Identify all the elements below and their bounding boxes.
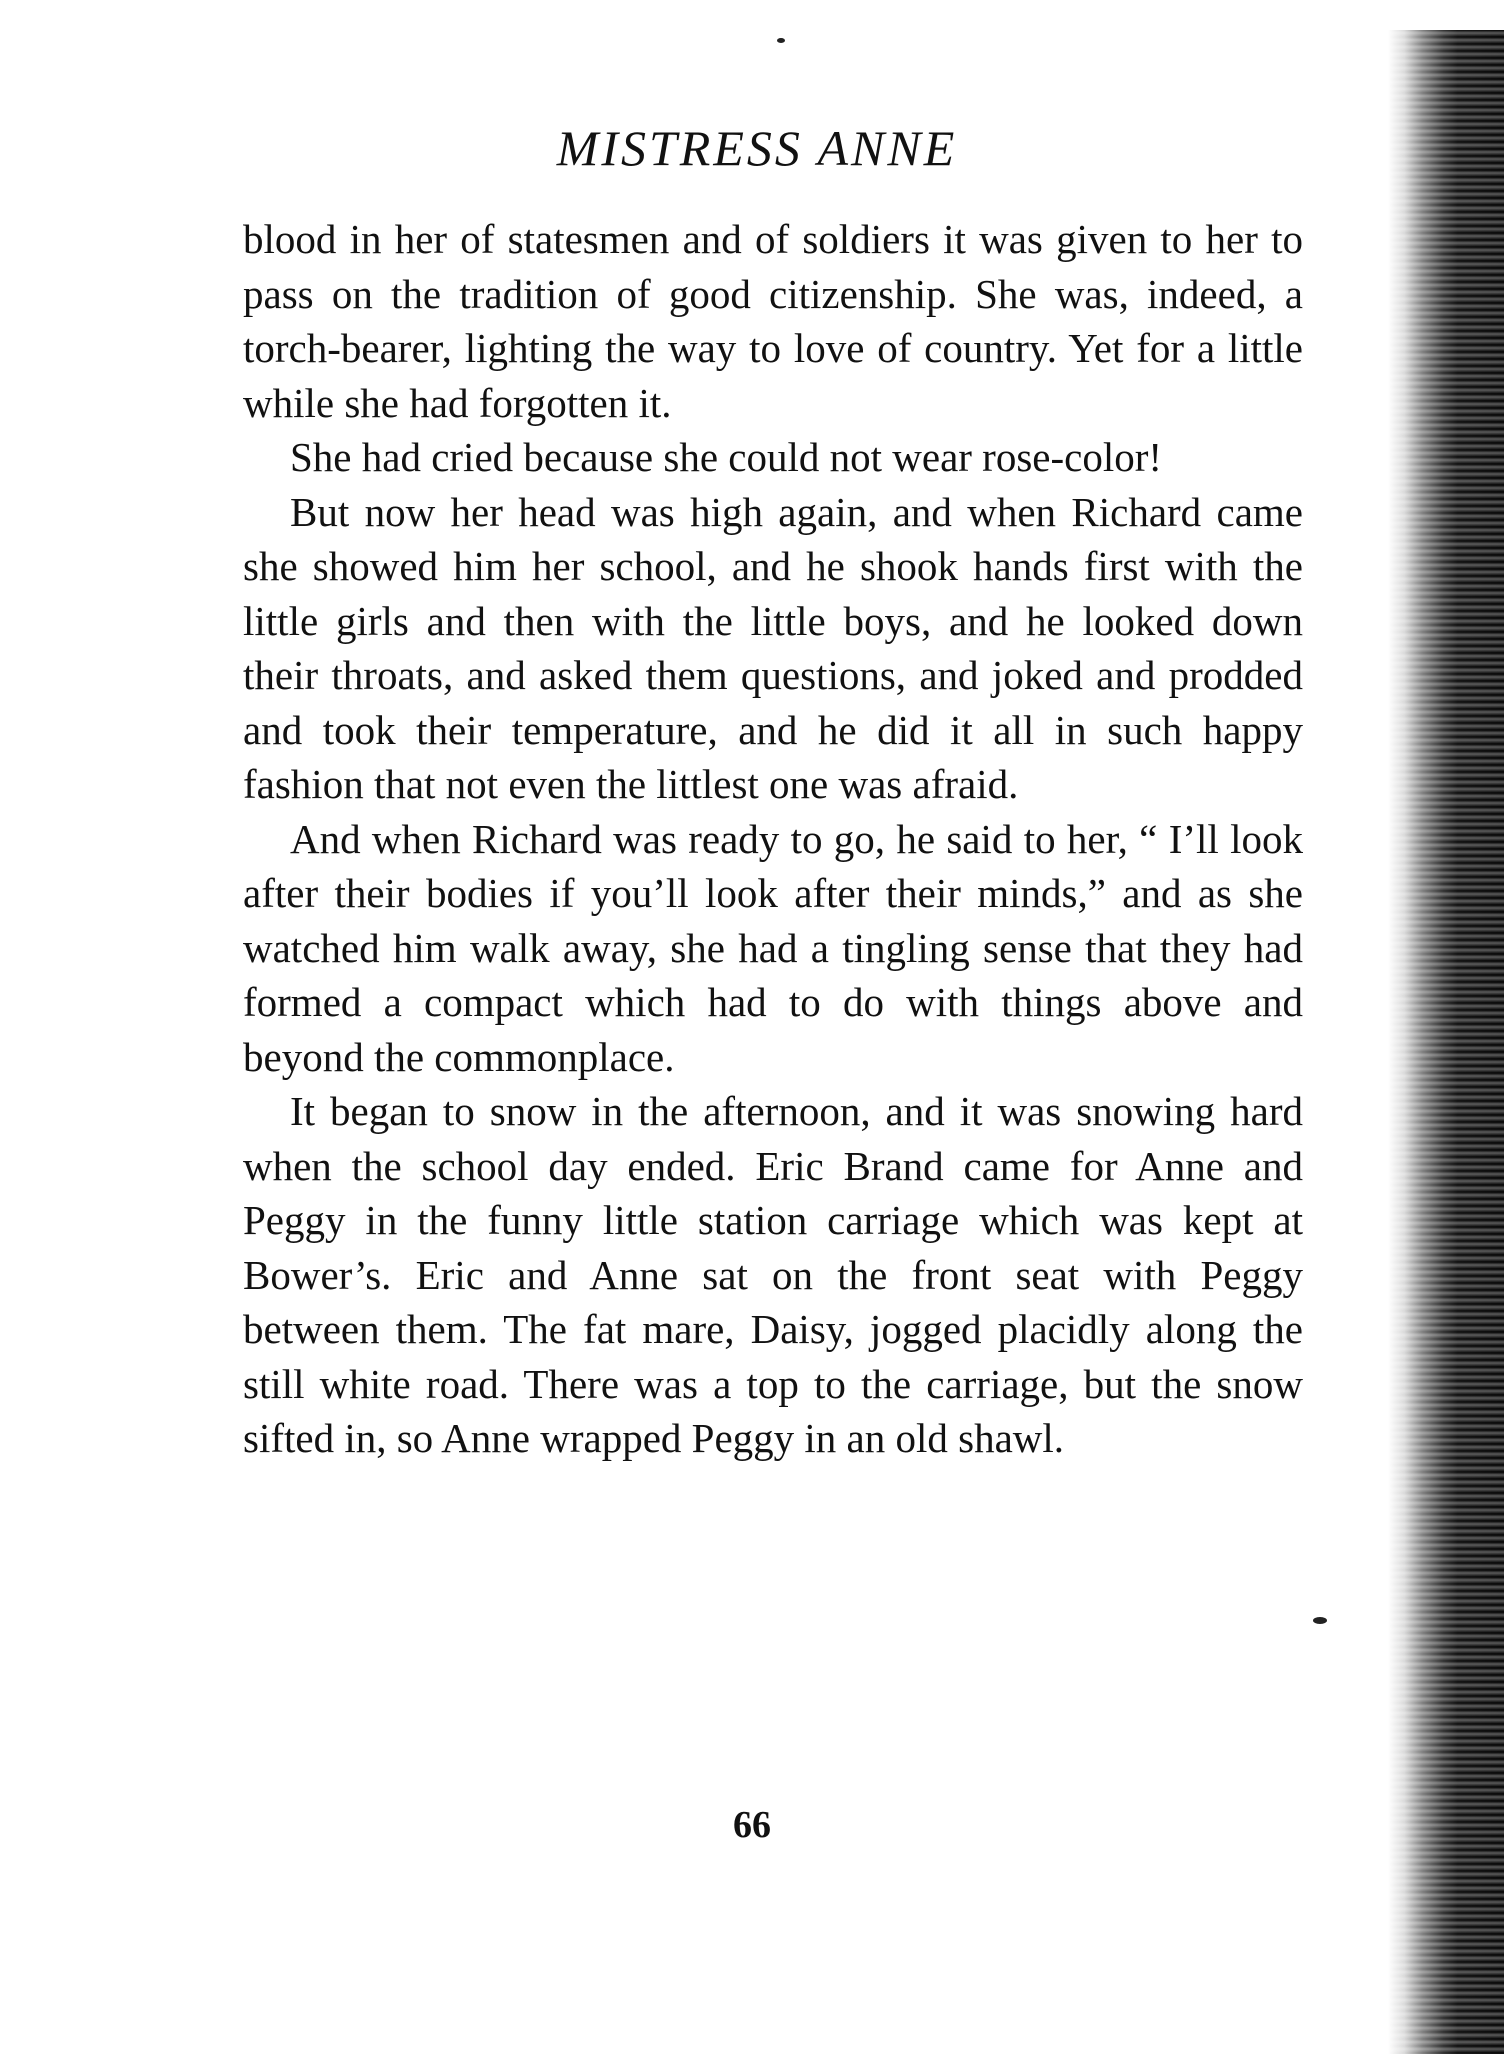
paragraph: But now her head was high again, and when Richard came she showed him her school, and he shook hands first with the little girls and then with the little boys, and he looked down their throats, and asked them questions, and joked and prodded and took their temperature, and he did it all in such happy fashion that not even the littlest one was afraid. bbox=[243, 488, 1303, 807]
binding-edge bbox=[1388, 30, 1504, 2054]
running-head-text: MISTRESS ANNE bbox=[556, 120, 958, 176]
paragraph: She had cried because she could not wear rose-color! bbox=[290, 434, 1163, 480]
page-number: 66 bbox=[733, 1804, 771, 1846]
paragraph: It began to snow in the afternoon, and it was snowing hard when the school day ended. Eric Brand came for Anne and Peggy in the funny little station carriage which was kept at Bower’s. Eric and Anne sat on the front seat with Peggy between them. The fat mare, Daisy, jogged placidly along the still white road. There was a top to the carriage, but the snow sifted in, so Anne wrapped Peggy in an old shawl. bbox=[243, 1088, 1303, 1461]
running-head bbox=[0, 118, 1504, 178]
scan-speck bbox=[777, 38, 785, 43]
paragraph: And when Richard was ready to go, he said to her, “ I’ll look after their bodies if you’ll look after their minds,” and as she watched him walk away, she had a tingling sense that they had formed a compact which had to do with things above and beyond the commonplace. bbox=[243, 815, 1303, 1080]
scan-speck bbox=[1313, 1617, 1327, 1624]
paragraph: blood in her of statesmen and of soldiers it was given to her to pass on the tradition of good citizenship. She was, indeed, a torch-bearer, lighting the way to love of country. Yet for a little while she had forgotten it. bbox=[243, 216, 1303, 426]
body-text bbox=[243, 212, 1303, 1466]
